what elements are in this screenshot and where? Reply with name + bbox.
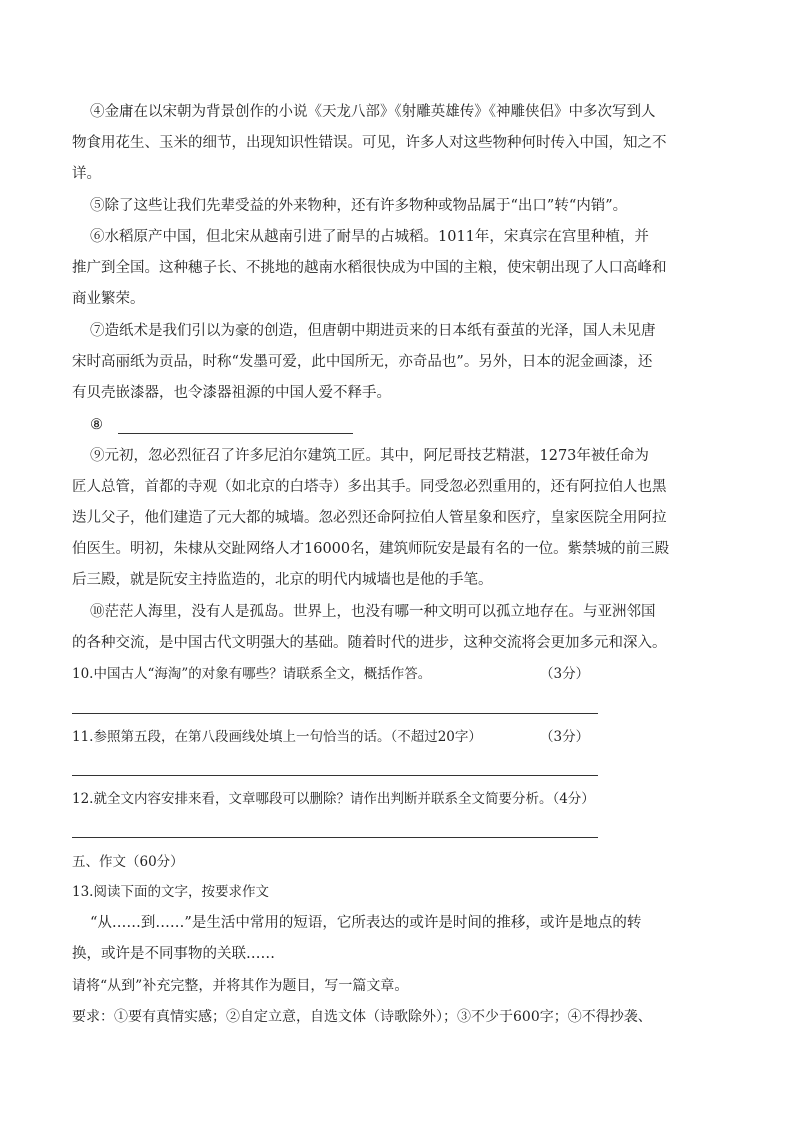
paragraph-6-line-1: ⑥水稻原产中国，但北宋从越南引进了耐旱的占城稻。1011年，宋真宗在宫里种植，并	[90, 229, 649, 245]
paragraph-7-line-3: 有贝壳嵌漆器，也令漆器祖源的中国人爱不释手。	[72, 385, 391, 401]
section-5-heading: 五、作文（60分）	[72, 854, 184, 870]
paragraph-4-line-1: ④金庸在以宋朝为背景创作的小说《天龙八部》《射雕英雄传》《神雕侠侣》中多次写到人	[90, 104, 656, 120]
question-10-score: （3分）	[540, 666, 590, 682]
paragraph-10-line-1: ⑩茫茫人海里，没有人是孤岛。世界上，也没有哪一种文明可以孤立地存在。与亚洲邻国	[90, 604, 656, 620]
essay-prompt-line-2: 换，或许是不同事物的关联……	[72, 946, 275, 962]
question-13: 13.阅读下面的文字，按要求作文	[72, 884, 269, 900]
paragraph-4-line-2: 物食用花生、玉米的细节，出现知识性错误。可见，许多人对这些物种何时传入中国，知之不	[72, 135, 667, 151]
paragraph-9-line-1: ⑨元初，忽必烈征召了许多尼泊尔建筑工匠。其中，阿尼哥技艺精湛，1273年被任命为	[90, 448, 649, 464]
paragraph-8-number: ⑧	[90, 417, 103, 433]
paragraph-4-line-3: 详。	[72, 166, 101, 182]
question-12-answer-line[interactable]	[72, 836, 598, 838]
question-11-score: （3分）	[540, 729, 590, 745]
paragraph-9-line-3: 迭儿父子，他们建造了元大都的城墙。忽必烈还命阿拉伯人管星象和医疗，皇家医院全用阿拉	[72, 510, 667, 526]
paragraph-8-fill-blank[interactable]	[118, 432, 353, 434]
paragraph-9-line-4: 伯医生。明初，朱棣从交趾网络人才16000名，建筑师阮安是最有名的一位。紫禁城的前三殿	[72, 541, 670, 557]
paragraph-9-line-2: 匠人总管，首都的寺观（如北京的白塔寺）多出其手。同受忽必烈重用的，还有阿拉伯人也黑	[72, 479, 667, 495]
paragraph-5-line-1: ⑤除了这些让我们先辈受益的外来物种，还有许多物种或物品属于“出口”转“内销”。	[90, 198, 628, 214]
question-12: 12.就全文内容安排来看，文章哪段可以删除？请作出判断并联系全文简要分析。（4分）	[72, 791, 595, 807]
question-11: 11.参照第五段，在第八段画线处填上一句恰当的话。（不超过20字）	[72, 729, 482, 745]
essay-instruction: 请将“从到”补充完整，并将其作为题目，写一篇文章。	[72, 978, 409, 994]
paragraph-7-line-1: ⑦造纸术是我们引以为豪的创造，但唐朝中期进贡来的日本纸有蚕茧的光泽，国人未见唐	[90, 323, 656, 339]
paragraph-7-line-2: 宋时高丽纸为贡品，时称“发墨可爱，此中国所无，亦奇品也”。另外，日本的泥金画漆，还	[72, 354, 653, 370]
question-10-answer-line[interactable]	[72, 712, 598, 714]
question-11-answer-line[interactable]	[72, 774, 598, 776]
question-10: 10.中国古人“海淘”的对象有哪些？请联系全文，概括作答。	[72, 666, 432, 682]
paragraph-6-line-2: 推广到全国。这种穗子长、不挑地的越南水稻很快成为中国的主粮，使宋朝出现了人口高峰和	[72, 260, 667, 276]
paragraph-10-line-2: 的各种交流，是中国古代文明强大的基础。随着时代的进步，这种交流将会更加多元和深入。	[72, 635, 667, 651]
paragraph-9-line-5: 后三殿，就是阮安主持监造的，北京的明代内城墙也是他的手笔。	[72, 572, 493, 588]
essay-prompt-line-1: “从……到……”是生活中常用的短语，它所表达的或许是时间的推移，或许是地点的转	[90, 915, 642, 931]
essay-requirements: 要求：①要有真情实感；②自定立意，自选文体（诗歌除外）；③不少于600字；④不得抄袭、	[72, 1009, 652, 1025]
paragraph-6-line-3: 商业繁荣。	[72, 291, 145, 307]
